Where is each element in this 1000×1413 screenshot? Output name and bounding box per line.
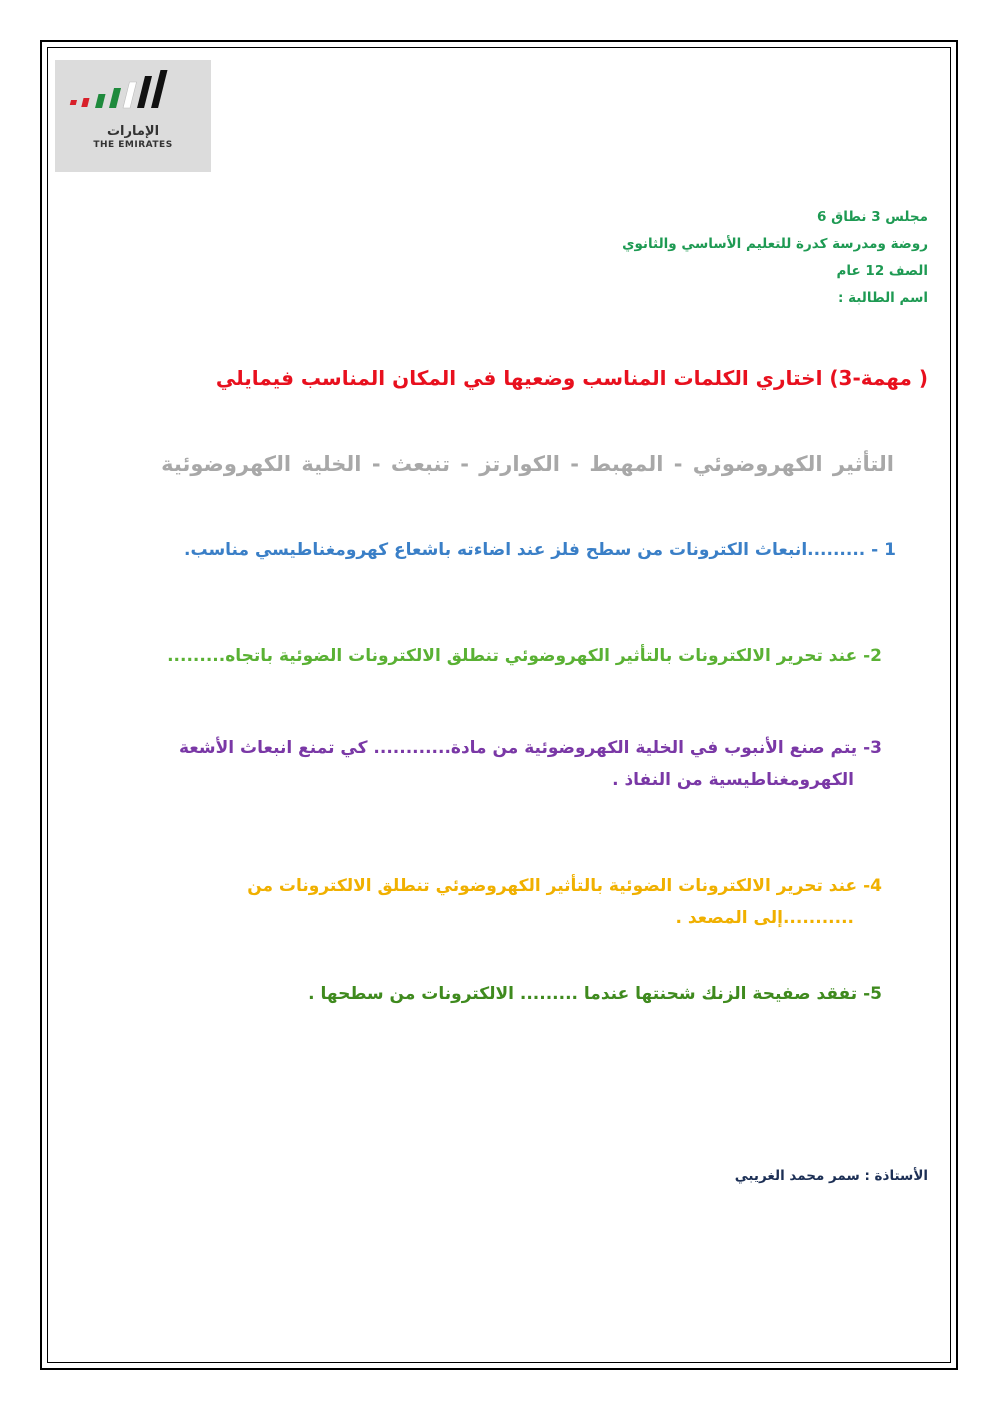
question-4-line-2: ...........إلى المصعد . — [675, 908, 854, 928]
grade-line: الصف 12 عام — [836, 263, 928, 279]
question-4 — [247, 870, 882, 934]
question-2 — [167, 640, 882, 672]
school-header — [622, 204, 928, 312]
question-5 — [308, 978, 882, 1010]
council-line: مجلس 3 نطاق 6 — [817, 209, 928, 225]
question-3-line-2: الكهرومغناطيسية من النفاذ . — [612, 770, 854, 790]
question-4-line-1: 4- عند تحرير الالكترونات الضوئية بالتأثير الكهروضوئي تنطلق الالكترونات من — [247, 876, 882, 896]
emirates-logo-bars-icon — [55, 60, 211, 172]
word-bank: التأثير الكهروضوئي - المهبط - الكوارتز - تنبعث - الخلية الكهروضوئية — [161, 452, 894, 476]
school-name: روضة ومدرسة كدرة للتعليم الأساسي والثانوي — [622, 236, 928, 252]
question-3 — [179, 732, 882, 796]
student-name-label: اسم الطالبة : — [838, 290, 928, 306]
question-2-line-1: 2- عند تحرير الالكترونات بالتأثير الكهروضوئي تنطلق الالكترونات الضوئية باتجاه......... — [167, 646, 882, 666]
task-title: ( مهمة-3) اختاري الكلمات المناسب وضعيها في المكان المناسب فيمايلي — [215, 366, 928, 390]
logo-english-text: THE EMIRATES — [93, 140, 173, 150]
question-3-line-1: 3- يتم صنع الأنبوب في الخلية الكهروضوئية من مادة............ كي تمنع انبعاث الأشعة — [179, 738, 882, 758]
question-1 — [184, 534, 896, 566]
question-5-line-1: 5- تفقد صفيحة الزنك شحنتها عندما ......... الالكترونات من سطحها . — [308, 984, 882, 1004]
question-1-line-1: 1 - .........انبعاث الكترونات من سطح فلز عند اضاءته باشعاع كهرومغناطيسي مناسب. — [184, 540, 896, 560]
teacher-name: الأستاذة : سمر محمد الغريبي — [734, 1168, 928, 1184]
logo-arabic-text: الإمارات — [106, 124, 160, 139]
emirates-logo — [55, 60, 211, 172]
